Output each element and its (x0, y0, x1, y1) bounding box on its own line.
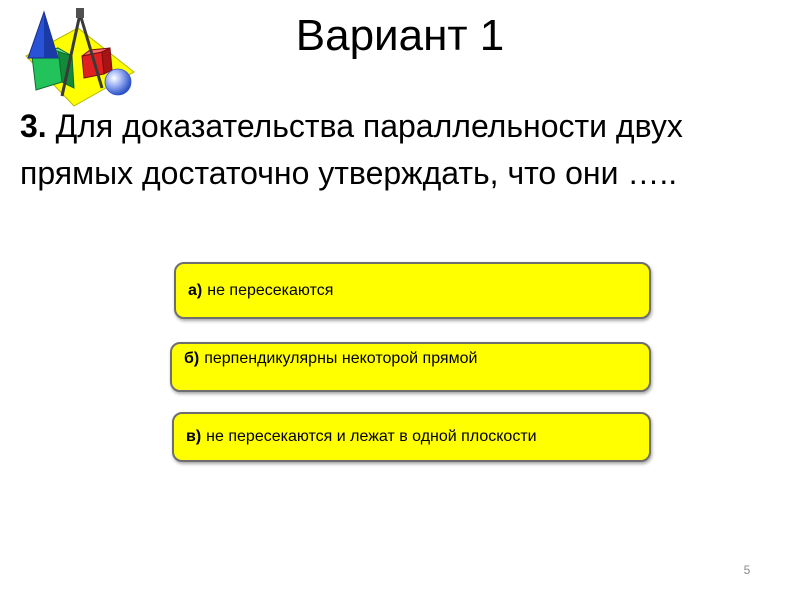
page-number: 5 (743, 563, 751, 577)
answer-letter: а) (188, 281, 203, 299)
question-text (20, 103, 790, 197)
answer-option-b[interactable] (170, 342, 651, 392)
answer-option-a[interactable] (174, 262, 651, 319)
answer-option-c[interactable] (172, 412, 651, 462)
answer-letter: в) (186, 428, 202, 445)
question-number: 3. (20, 108, 47, 144)
answer-text: перпендикулярны некоторой прямой (204, 350, 478, 367)
sphere-shape (105, 69, 131, 95)
answer-text: не пересекаются (207, 281, 334, 299)
slide-title: Вариант 1 (295, 11, 505, 60)
question-body: Для доказательства параллельности двух прямых достаточно утверждать, что они ….. (20, 108, 683, 191)
answer-text: не пересекаются и лежат в одной плоскости (206, 428, 537, 445)
answer-letter: б) (184, 350, 200, 367)
